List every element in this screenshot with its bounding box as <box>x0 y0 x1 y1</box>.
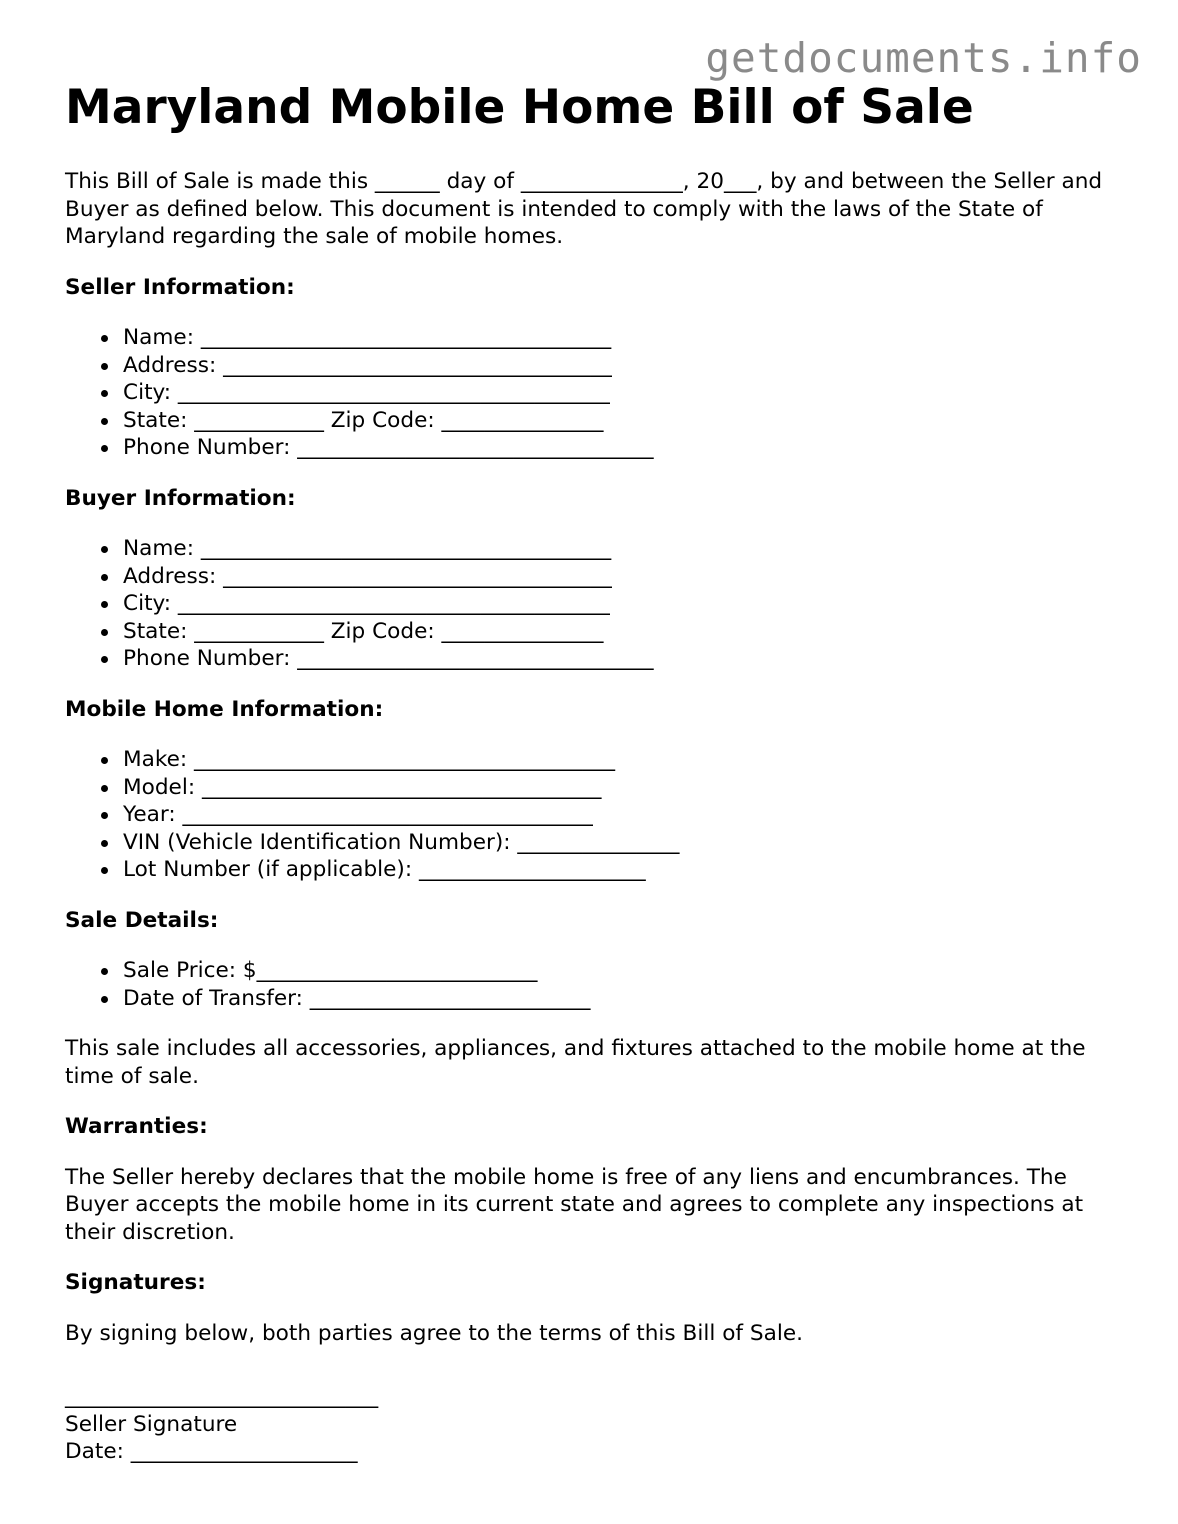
sale-price-field: Sale Price: $__________________________ <box>123 957 1125 985</box>
seller-city-field: City: ________________________________________ <box>123 379 1125 407</box>
document-page <box>65 80 1125 1466</box>
seller-phone-field: Phone Number: _________________________________ <box>123 434 1125 462</box>
signature-date-field: Date: _____________________ <box>65 1439 358 1465</box>
buyer-phone-field: Phone Number: _________________________________ <box>123 645 1125 673</box>
buyer-heading: Buyer Information: <box>65 485 296 511</box>
transfer-date-field: Date of Transfer: __________________________ <box>123 985 1125 1013</box>
seller-state-zip-field: State: ____________ Zip Code: _______________ <box>123 407 1125 435</box>
document-title: Maryland Mobile Home Bill of Sale <box>65 80 974 135</box>
seller-signature-block <box>65 1383 1125 1466</box>
signature-label: Seller Signature <box>65 1411 238 1437</box>
seller-address-field: Address: ____________________________________ <box>123 352 1125 380</box>
signatures-heading: Signatures: <box>65 1270 206 1296</box>
year-field: Year: ______________________________________ <box>123 801 1125 829</box>
signatures-text: By signing below, both parties agree to the terms of this Bill of Sale. <box>65 1320 803 1346</box>
sale-details-heading: Sale Details: <box>65 907 219 933</box>
seller-list <box>65 324 1125 462</box>
buyer-name-field: Name: ______________________________________ <box>123 535 1125 563</box>
make-field: Make: _______________________________________ <box>123 746 1125 774</box>
vin-field: VIN (Vehicle Identification Number): _______________ <box>123 829 1125 857</box>
mobile-home-list <box>65 746 1125 884</box>
seller-heading: Seller Information: <box>65 274 295 300</box>
sale-details-list <box>65 957 1125 1012</box>
seller-name-field: Name: ______________________________________ <box>123 324 1125 352</box>
buyer-state-zip-field: State: ____________ Zip Code: _______________ <box>123 618 1125 646</box>
intro-paragraph: This Bill of Sale is made this ______ day of _______________, 20___, by and between the Seller and Buyer as defined below. This document is intended to comply with the laws of the State of Maryland regarding the sale of mobile homes. <box>65 169 1103 250</box>
watermark: getdocuments.info <box>705 34 1142 82</box>
sale-note: This sale includes all accessories, appliances, and fixtures attached to the mobile home at the time of sale. <box>65 1036 1086 1089</box>
lot-number-field: Lot Number (if applicable): _____________________ <box>123 856 1125 884</box>
buyer-list <box>65 535 1125 673</box>
model-field: Model: _____________________________________ <box>123 774 1125 802</box>
warranties-heading: Warranties: <box>65 1114 208 1140</box>
buyer-city-field: City: ________________________________________ <box>123 590 1125 618</box>
buyer-address-field: Address: ____________________________________ <box>123 563 1125 591</box>
warranties-text: The Seller hereby declares that the mobile home is free of any liens and encumbrances. The Buyer accepts the mobile home in its current state and agrees to complete any inspections at their discretion. <box>65 1164 1084 1245</box>
signature-line: _____________________________ <box>65 1384 379 1410</box>
mobile-home-heading: Mobile Home Information: <box>65 696 384 722</box>
